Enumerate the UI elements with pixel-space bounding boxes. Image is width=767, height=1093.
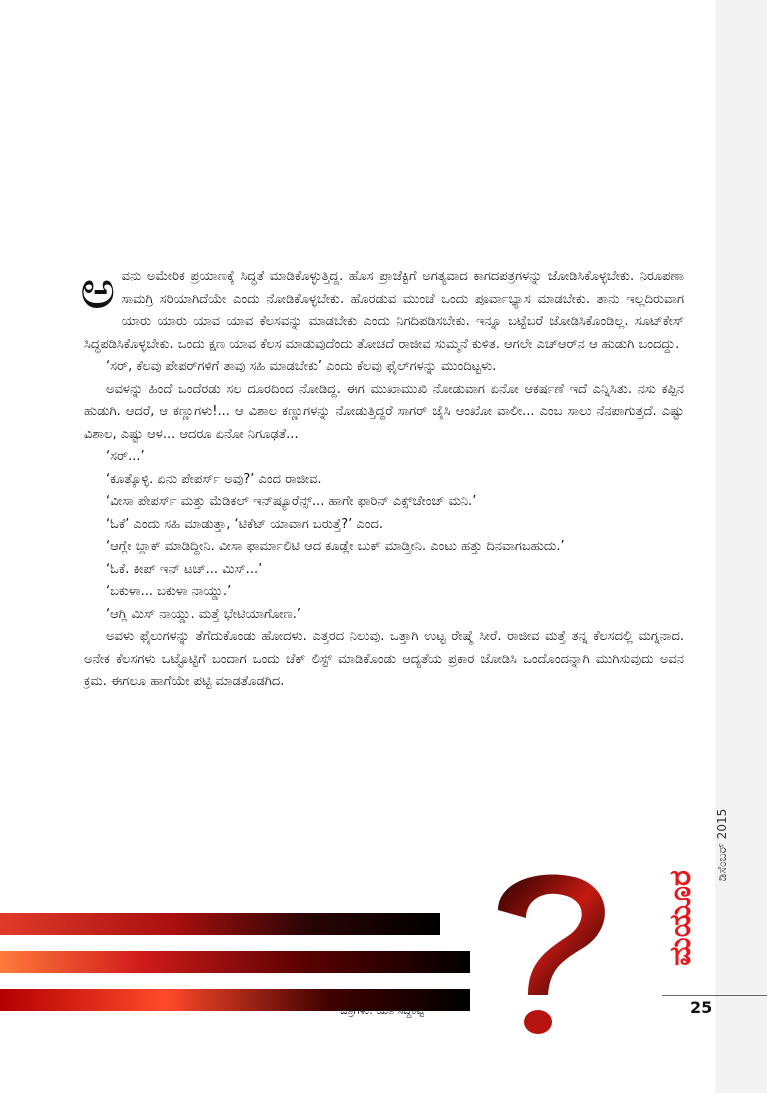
dialogue-line: ‘ವೀಸಾ ಪೇಪರ್ಸ್ ಮತ್ತು ಮೆಡಿಕಲ್ ಇನ್‌ಷ್ಯೂರೆನ್ಸ್... ಹಾಗೇ ಫಾರಿನ್ ಎಕ್ಸ್‌ಚೇಂಜ್ ಮನಿ.’	[106, 494, 477, 509]
illustration-credit: ಚಿತ್ರಗಳು: ಯತಿ ಸಿದ್ದಕಟ್ಟೆ	[340, 1004, 425, 1017]
dialogue-line: ‘ಓಕೆ. ಕೀಪ್ ಇನ್ ಟಚ್... ಮಿಸ್...’	[106, 561, 263, 577]
paragraph-last: ಅವಳು ಫೈಲುಗಳನ್ನು ತೆಗೆದುಕೊಂಡು ಹೋದಳು. ಎತ್ತರದ ನಿಲುವು. ಒತ್ತಾಗಿ ಉಟ್ಟ ರೇಷ್ಮೆ ಸೀರೆ. ರಾಜೀವ ಮತ್ತೆ ತನ್ನ ಕೆಲಸದಲ್ಲಿ ಮಗ್ನನಾದ. ಅನೇಕ ಕೆಲಸಗಳು ಒಟ್ಟೊಟ್ಟಿಗೆ ಬಂದಾಗ ಒಂದು ಚೆಕ್ ಲಿಸ್ಟ್ ಮಾಡಿಕೊಂಡು ಆದ್ಯತೆಯ ಪ್ರಕಾರ ಜೋಡಿಸಿ ಒಂದೊಂದನ್ನಾಗಿ ಮುಗಿಸುವುದು ಅವನ ಕ್ರಮ. ಈಗಲೂ ಹಾಗೆಯೇ ಪಟ್ಟಿ ಮಾಡತೊಡಗಿದ.	[84, 629, 684, 689]
dialogue-line: ‘ಸರ್...’	[106, 449, 145, 464]
magazine-name: ಮಯೂರ	[663, 870, 698, 966]
paragraph-2: ‘ಸರ್, ಕೆಲವು ಪೇಪರ್‌ಗಳಿಗೆ ತಾವು ಸಹಿ ಮಾಡಬೇಕು’ ಎಂದು ಕೆಲವು ಫೈಲ್‌ಗಳನ್ನು ಮುಂದಿಟ್ಟಳು.	[106, 359, 497, 374]
paragraph-1: ಅವನು ಅಮೇರಿಕ ಪ್ರಯಾಣಕ್ಕೆ ಸಿದ್ಧತೆ ಮಾಡಿಕೊಳ್ಳುತ್ತಿದ್ದ. ಹೊಸ ಪ್ರಾಜೆಕ್ಟಿಗೆ ಅಗತ್ಯವಾದ ಕಾಗದಪತ್ರಗಳನ್ನು ಜೋಡಿಸಿಕೊಳ್ಳಬೇಕು. ನಿರೂಪಣಾ ಸಾಮಗ್ರಿ ಸರಿಯಾಗಿದೆಯೇ ಎಂದು ನೋಡಿಕೊಳ್ಳಬೇಕು. ಹೊರಡುವ ಮುಂಚೆ ಒಂದು ಪೂರ್ವಾಭ್ಯಾಸ ಮಾಡಬೇಕು. ತಾನು ಇಲ್ಲದಿರುವಾಗ ಯಾರು ಯಾರು ಯಾವ ಯಾವ ಕೆಲಸವನ್ನು ಮಾಡಬೇಕು ಎಂದು ನಿಗದಿಪಡಿಸಬೇಕು. ಇನ್ನೂ ಬಟ್ಟೆಬರೆ ಜೋಡಿಸಿಕೊಂಡಿಲ್ಲ. ಸೂಟ್‌ಕೇಸ್ ಸಿದ್ಧಪಡಿಸಿಕೊಳ್ಳಬೇಕು. ಒಂದು ಕ್ಷಣ ಯಾವ ಕೆಲಸ ಮಾಡುವುದೆಂದು ತೋಚದೆ ರಾಜೀವ ಸುಮ್ಮನೆ ಕುಳಿತ. ಆಗಲೇ ಎಚ್‌ಆರ್‌ನ ಆ ಹುಡುಗಿ ಬಂದದ್ದು.	[80, 258, 684, 352]
illustration-stripes	[0, 865, 470, 1025]
dialogue-line: ‘ಓಕೆ’ ಎಂದು ಸಹಿ ಮಾಡುತ್ತಾ, ‘ಟಿಕೆಟ್ ಯಾವಾಗ ಬರುತ್ತೆ?’ ಎಂದ.	[106, 516, 384, 532]
magazine-logo	[663, 858, 710, 978]
drop-cap: ಅ	[80, 258, 116, 321]
dialogue-line: ‘ಆಗ್ಲಿ ಮಿಸ್ ನಾಯ್ಡು. ಮತ್ತೆ ಭೇಟಿಯಾಗೋಣ.’	[106, 606, 302, 622]
issue-date: ಡಿಸೆಂಬರ್ 2015	[715, 808, 729, 882]
dialogue-line: ‘ಕೂತ್ಕೊಳ್ಳಿ. ಏನು ಪೇಪರ್ಸ್ ಅವು?’ ಎಂದ ರಾಜೀವ.	[106, 471, 322, 487]
paragraph-3: ಅವಳನ್ನು ಹಿಂದೆ ಒಂದೆರಡು ಸಲ ದೂರದಿಂದ ನೋಡಿದ್ದ. ಈಗ ಮುಖಾಮುಖಿ ನೋಡುವಾಗ ಏನೋ ಆಕರ್ಷಣೆ ಇದೆ ಎನ್ನಿಸಿತು. ನಸು ಕಪ್ಪಿನ ಹುಡುಗಿ. ಆದರೆ, ಆ ಕಣ್ಣುಗಳು!... ಆ ವಿಶಾಲ ಕಣ್ಣುಗಳನ್ನು ನೋಡುತ್ತಿದ್ದರೆ ಸಾಗರ್ ಜೈಸಿ ಆಂಖೋ ವಾಲೀ... ಎಂಬ ಸಾಲು ನೆನಪಾಗುತ್ತದೆ. ಎಷ್ಟು ವಿಶಾಲ, ಎಷ್ಟು ಆಳ... ಆದರೂ ಏನೋ ನಿಗೂಢತೆ...	[84, 381, 684, 442]
dialogue-line: ‘ಆಗ್ಲೇ ಬ್ಲಾಕ್ ಮಾಡಿದ್ದೀನಿ. ವೀಸಾ ಫಾರ್ಮಾಲಿಟಿ ಆದ ಕೂಡ್ಲೇ ಬುಕ್ ಮಾಡ್ತೀನಿ. ಎಂಟು ಹತ್ತು ದಿನವಾಗಬಹುದು.’	[106, 539, 565, 554]
issue-date-container	[714, 790, 738, 900]
article-body	[80, 258, 684, 694]
stripe	[0, 951, 470, 973]
question-mark-illustration	[488, 870, 618, 1040]
stripe	[0, 913, 440, 935]
page-margin	[715, 0, 767, 1093]
footer-rule	[662, 995, 767, 996]
page-number: 25	[690, 998, 713, 1017]
dialogue-line: ‘ಬಕುಳಾ... ಬಕುಳಾ ನಾಯ್ಡು.’	[106, 584, 232, 599]
